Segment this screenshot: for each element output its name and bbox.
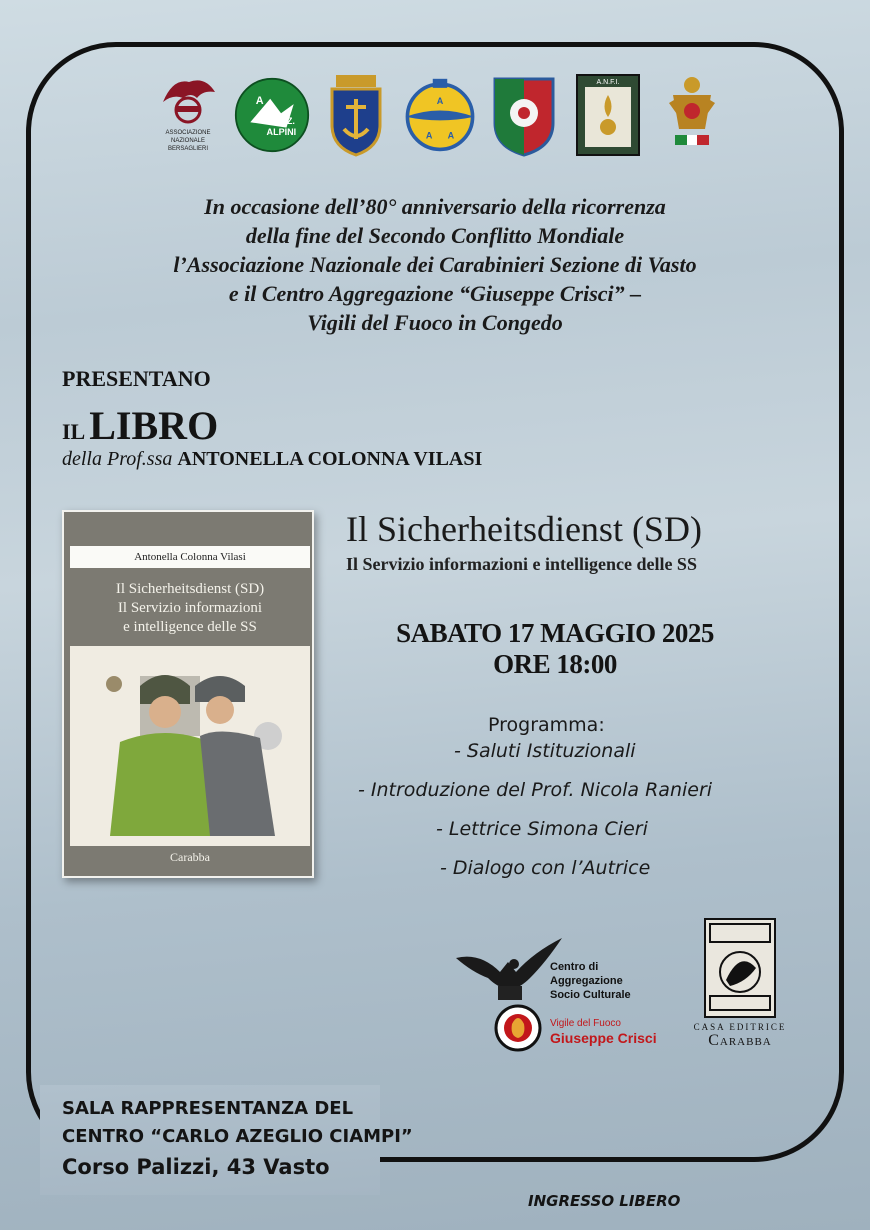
programma-item: - Dialogo con l’Autrice xyxy=(440,857,651,879)
casa-editrice-name: Carabba xyxy=(708,1032,772,1049)
libro-word: LIBRO xyxy=(89,403,219,448)
cover-title xyxy=(70,580,310,637)
libro-il: IL xyxy=(62,419,86,444)
svg-text:NAZ.: NAZ. xyxy=(273,116,295,127)
book-title: Il Sicherheitsdienst (SD) xyxy=(346,509,702,549)
svg-text:A: A xyxy=(425,130,433,141)
aeronautica-logo xyxy=(402,73,478,157)
intro-line: Vigili del Fuoco in Congedo xyxy=(307,310,563,335)
programma-item: - Lettrice Simona Cieri xyxy=(436,818,648,840)
cover-title-line: Il Sicherheitsdienst (SD) xyxy=(115,581,265,597)
casa-editrice-logo xyxy=(690,918,790,1058)
libro-heading xyxy=(62,402,218,449)
anfi-logo xyxy=(570,73,646,157)
alpini-logo xyxy=(234,73,310,157)
venue-line: SALA RAPPRESENTANZA DEL xyxy=(62,1098,354,1119)
book-subtitle: Il Servizio informazioni e intelligence delle SS xyxy=(346,554,697,574)
centro-aggregazione-logo xyxy=(454,932,674,1062)
programma-item: - Introduzione del Prof. Nicola Ranieri xyxy=(358,779,713,801)
event-date: SABATO 17 MAGGIO 2025 xyxy=(396,618,714,648)
programma-item: - Saluti Istituzionali xyxy=(454,740,636,762)
cover-publisher: Carabba xyxy=(170,850,210,864)
event-time: ORE 18:00 xyxy=(493,649,617,679)
venue-line: CENTRO “CARLO AZEGLIO CIAMPI” xyxy=(62,1126,413,1147)
cover-illustration xyxy=(70,646,310,846)
centro-name: Giuseppe Crisci xyxy=(550,1030,657,1046)
eagle-icon xyxy=(454,932,564,1062)
intro-line: l’Associazione Nazionale dei Carabinieri Sezione di Vasto xyxy=(173,252,697,277)
book-cover xyxy=(62,510,314,878)
intro-line: e il Centro Aggregazione “Giuseppe Crisci” – xyxy=(228,281,642,306)
intro-text xyxy=(60,192,810,337)
marinai-logo xyxy=(318,73,394,157)
author-line xyxy=(62,448,482,471)
svg-text:ALPINI: ALPINI xyxy=(266,126,297,137)
svg-text:A: A xyxy=(436,96,444,107)
centro-line: Aggregazione xyxy=(550,975,623,987)
svg-text:A: A xyxy=(447,130,455,141)
centro-line: Centro di xyxy=(550,961,599,973)
intro-line: In occasione dell’80° anniversario della ricorrenza xyxy=(204,194,666,219)
author-prefix: della Prof.ssa xyxy=(62,448,173,470)
intro-line: della fine del Secondo Conflitto Mondiale xyxy=(245,223,625,248)
event-datetime xyxy=(330,618,780,680)
cover-title-line: e intelligence delle SS xyxy=(123,619,257,635)
svg-text:ASSOCIAZIONE: ASSOCIAZIONE xyxy=(165,130,211,136)
ingresso-libero: INGRESSO LIBERO xyxy=(528,1192,681,1210)
cover-author: Antonella Colonna Vilasi xyxy=(70,546,310,568)
venue-address: Corso Palizzi, 43 Vasto xyxy=(62,1155,330,1179)
svg-text:BERSAGLIERI: BERSAGLIERI xyxy=(167,146,209,152)
bersaglieri-logo xyxy=(150,73,226,157)
logos-row xyxy=(150,70,730,160)
carabinieri-logo xyxy=(486,73,562,157)
centro-line: Socio Culturale xyxy=(550,989,631,1001)
programma-heading: Programma: xyxy=(488,714,605,736)
cover-title-line: Il Servizio informazioni xyxy=(117,600,263,616)
author-name: ANTONELLA COLONNA VILASI xyxy=(177,448,483,470)
svg-text:A: A xyxy=(255,95,264,108)
svg-text:A.N.F.I.: A.N.F.I. xyxy=(596,79,620,86)
centro-vigile: Vigile del Fuoco xyxy=(550,1018,621,1029)
svg-text:NAZIONALE: NAZIONALE xyxy=(170,138,206,144)
anpd-logo xyxy=(654,73,730,157)
presentano-heading: PRESENTANO xyxy=(62,366,211,391)
carabba-emblem xyxy=(704,918,776,1018)
centro-text xyxy=(550,960,631,1002)
casa-editrice-label: CASA EDITRICE xyxy=(693,1022,787,1032)
